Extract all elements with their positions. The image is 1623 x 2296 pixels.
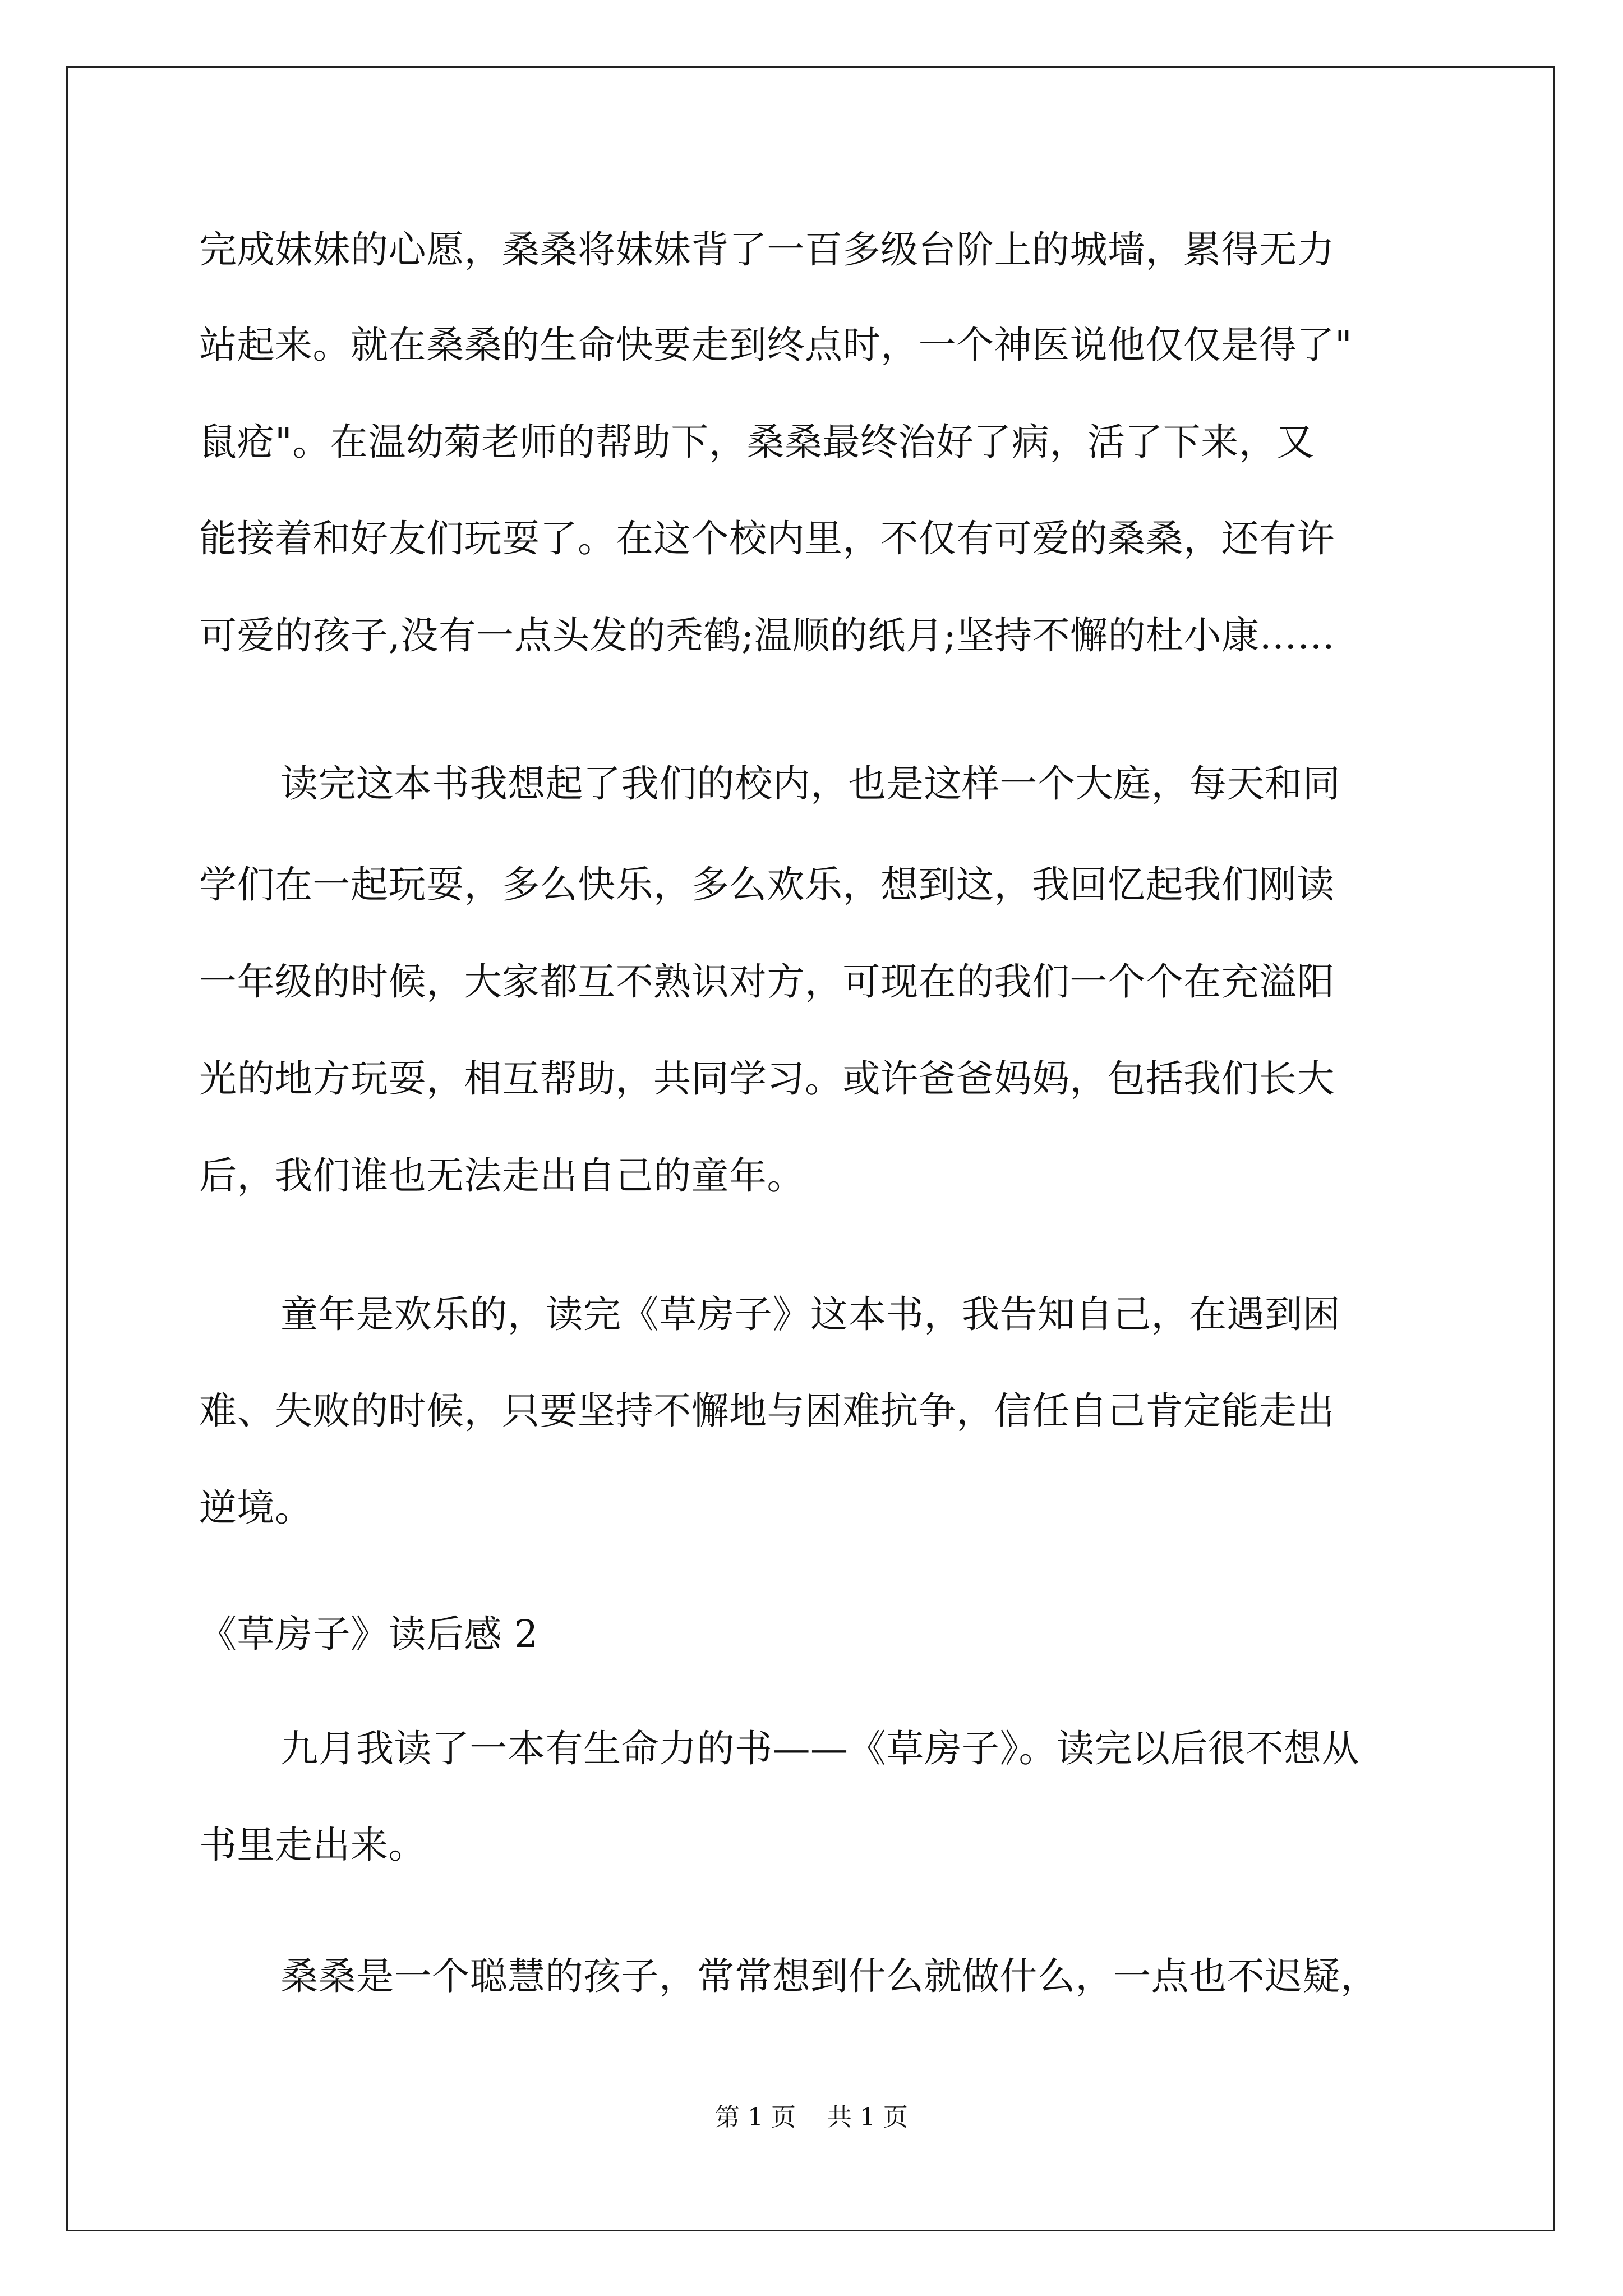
text-line: 站起来。就在桑桑的生命快要走到终点时，一个神医说他仅仅是得了" xyxy=(199,323,1353,367)
text-line: 难、失败的时候，只要坚持不懈地与困难抗争，信任自己肯定能走出 xyxy=(199,1389,1335,1433)
paragraph-first-line: 桑桑是一个聪慧的孩子，常常想到什么就做什么，一点也不迟疑， xyxy=(280,1954,1378,1998)
section-heading: 《草房子》读后感 2 xyxy=(199,1612,538,1656)
page-number-footer: 第 1 页 共 1 页 xyxy=(715,2103,908,2132)
text-line: 书里走出来。 xyxy=(199,1823,426,1867)
text-line: 鼠疮"。在温幼菊老师的帮助下，桑桑最终治好了病，活了下来，又 xyxy=(199,420,1315,464)
text-line: 完成妹妹的心愿，桑桑将妹妹背了一百多级台阶上的城墙，累得无力 xyxy=(199,228,1335,272)
text-line: 能接着和好友们玩耍了。在这个校内里，不仅有可爱的桑桑，还有许 xyxy=(199,517,1335,560)
text-line: 光的地方玩耍，相互帮助，共同学习。或许爸爸妈妈，包括我们长大 xyxy=(199,1057,1335,1101)
paragraph-first-line: 读完这本书我想起了我们的校内，也是这样一个大庭，每天和同 xyxy=(280,762,1340,806)
page-border xyxy=(66,66,1555,2231)
text-line: 后，我们谁也无法走出自己的童年。 xyxy=(199,1154,805,1198)
paragraph-first-line: 童年是欢乐的，读完《草房子》这本书，我告知自己，在遇到困 xyxy=(280,1292,1340,1336)
text-line: 一年级的时候，大家都互不熟识对方，可现在的我们一个个在充溢阳 xyxy=(199,960,1335,1004)
text-line: 学们在一起玩耍，多么快乐，多么欢乐，想到这，我回忆起我们刚读 xyxy=(199,863,1335,907)
paragraph-first-line: 九月我读了一本有生命力的书——《草房子》。读完以后很不想从 xyxy=(280,1727,1359,1770)
text-line: 逆境。 xyxy=(199,1486,313,1530)
text-line: 可爱的孩子,没有一点头发的秃鹤;温顺的纸月;坚持不懈的杜小康…… xyxy=(199,614,1335,657)
